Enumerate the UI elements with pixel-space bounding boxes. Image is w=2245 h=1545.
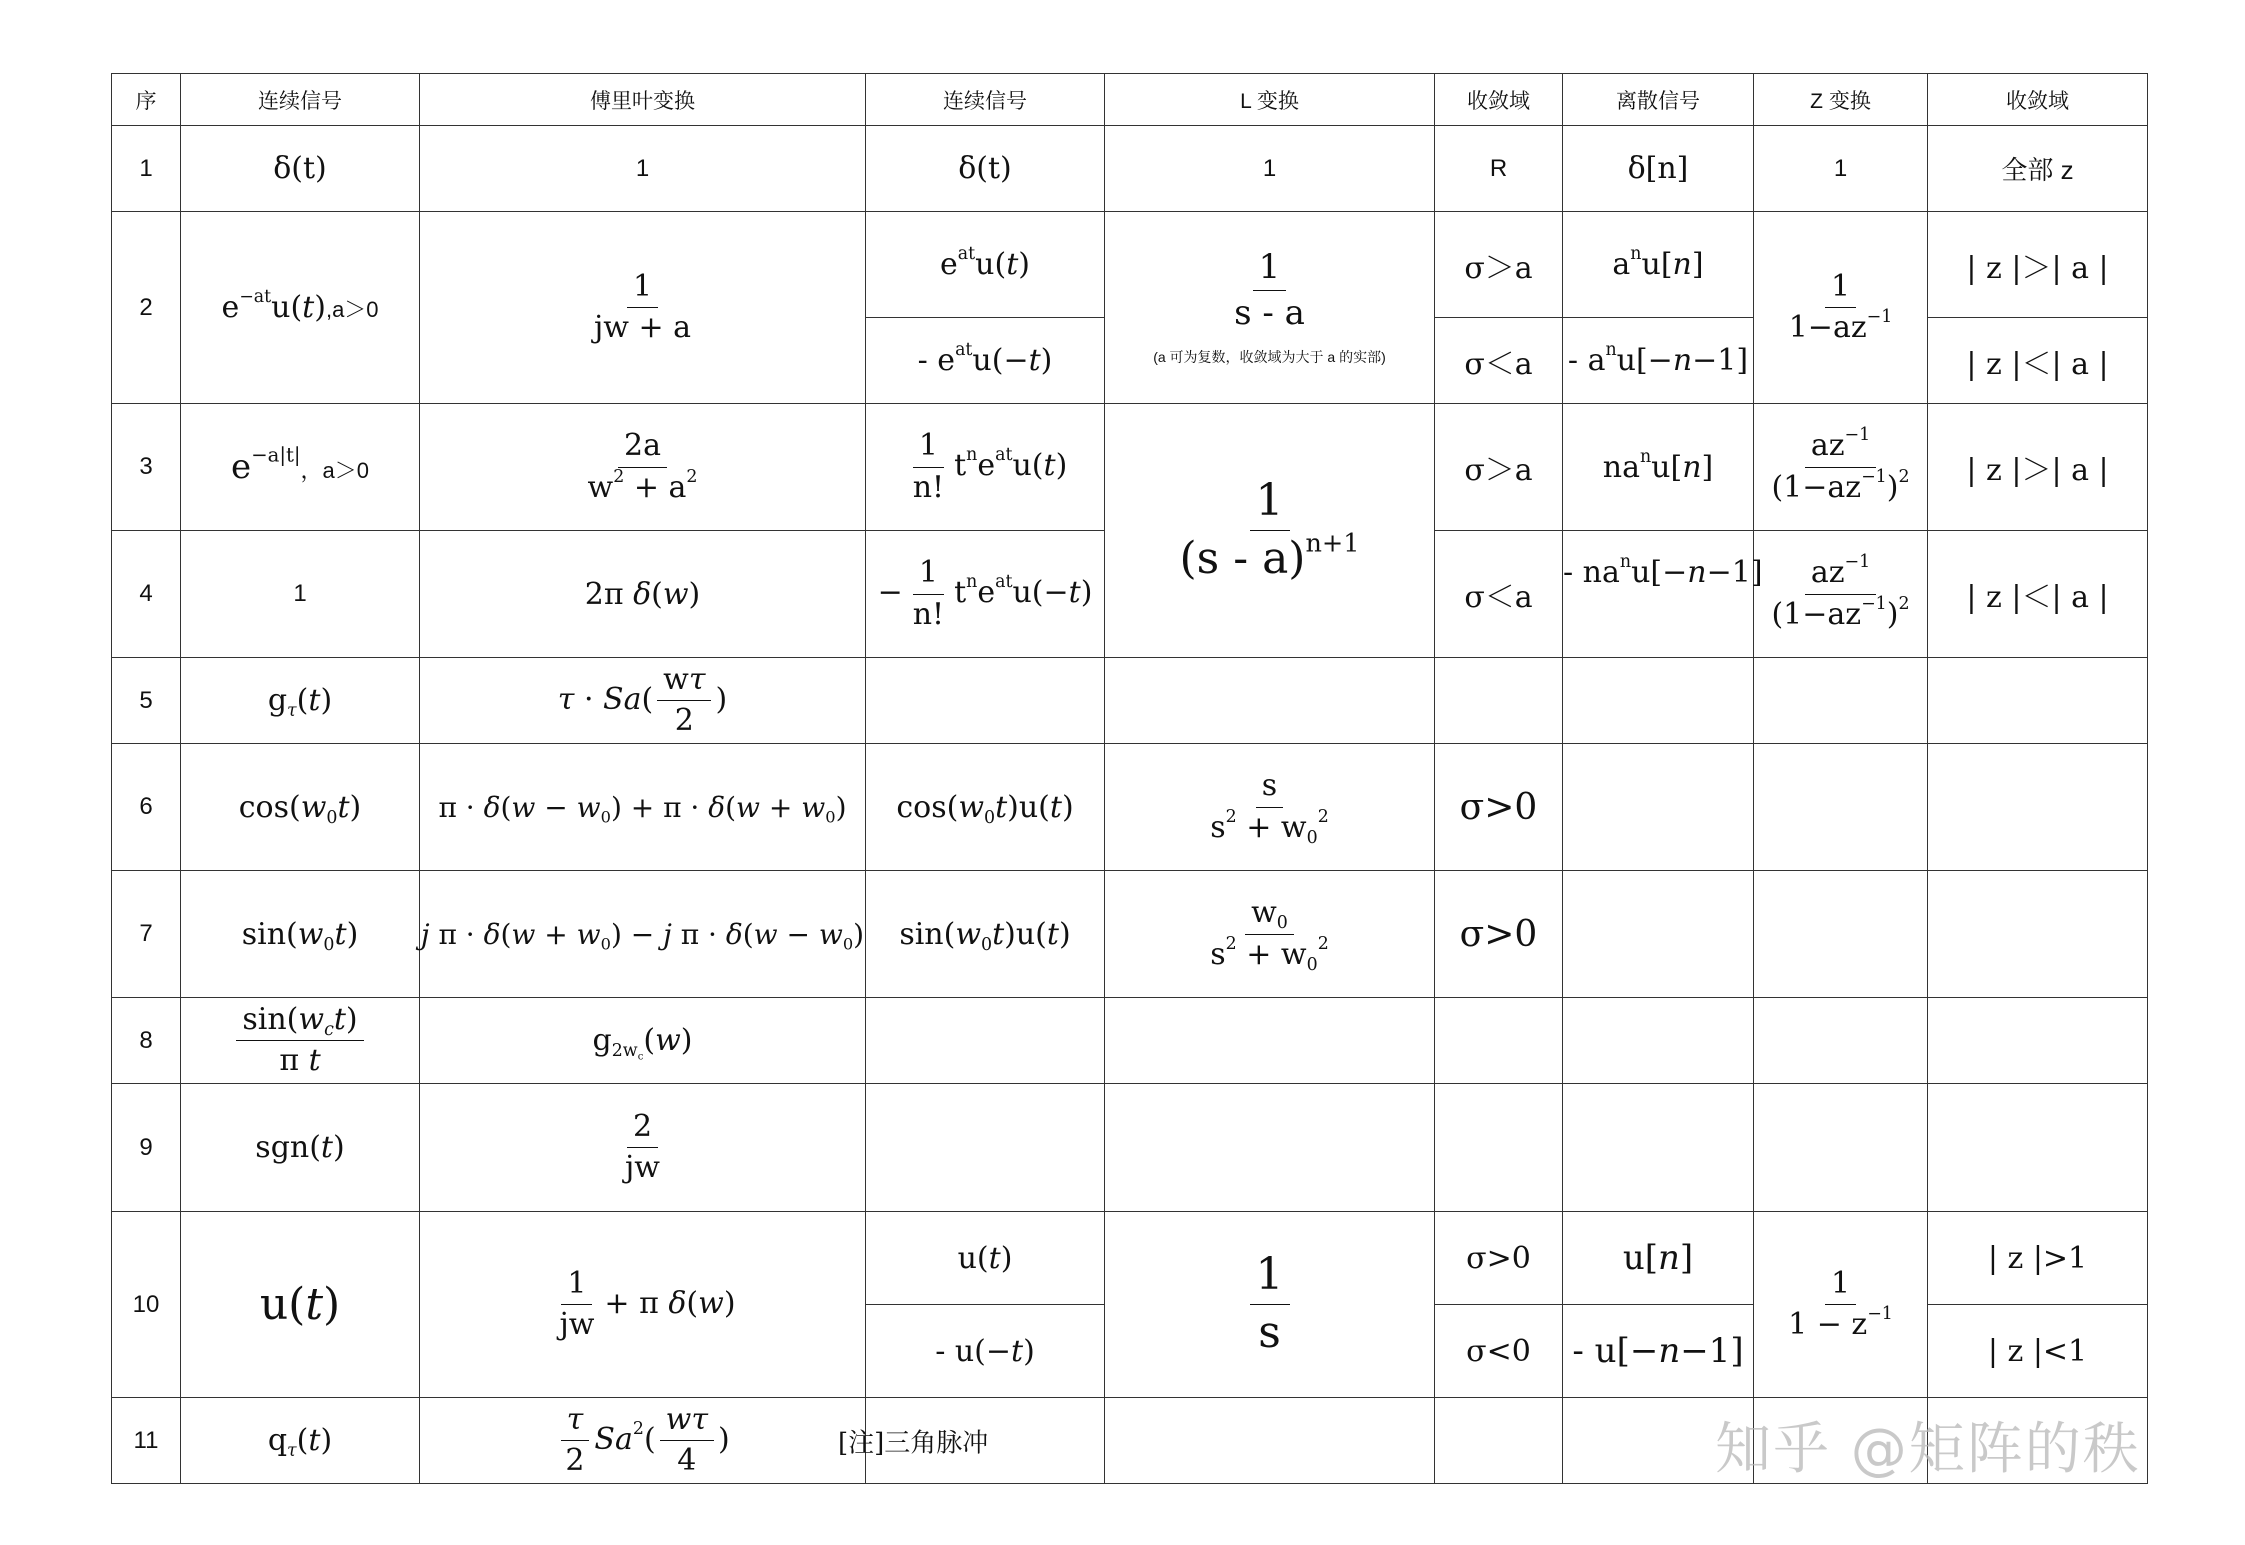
empty-cell xyxy=(1435,998,1563,1084)
watermark: 知乎 @矩阵的秩 xyxy=(1715,1417,2141,1482)
row-index: 8 xyxy=(112,998,181,1084)
header-z-roc: 收敛域 xyxy=(1928,74,2148,126)
triangle-pulse-note: [注]三角脉冲 xyxy=(838,1428,989,1458)
table-row xyxy=(112,126,2148,212)
empty-cell xyxy=(1563,744,1754,871)
laplace-cell: $\frac{1}{(s - a)^{n+1}}$ xyxy=(1105,404,1435,658)
laplace-signal-cell: - $e^{at}u(-t)$ xyxy=(866,318,1105,404)
signal-cell: $\frac{\sin(w_ct)}{\text{π t}}$ xyxy=(181,998,420,1084)
roc-cell: R xyxy=(1435,126,1563,212)
roc-cell: σ＞a xyxy=(1435,212,1563,318)
condition-text: ,a＞0 xyxy=(325,297,379,322)
header-row xyxy=(112,74,2148,126)
signal-cell: u(t) xyxy=(181,1212,420,1398)
fourier-cell: 2π δ(w) xyxy=(420,531,866,658)
laplace-signal-cell: $e^{at}u(t)$ xyxy=(866,212,1105,318)
table-row xyxy=(112,1212,2148,1305)
fourier-cell: 1 xyxy=(420,126,866,212)
empty-cell xyxy=(1928,1084,2148,1212)
empty-cell xyxy=(1754,658,1928,744)
discrete-signal-cell: $na^nu[n]$ xyxy=(1563,404,1754,531)
header-fourier-transform: 傅里叶变换 xyxy=(420,74,866,126)
roc-cell: σ＜a xyxy=(1435,318,1563,404)
z-roc-cell: | z |<1 xyxy=(1928,1305,2148,1398)
row-index: 6 xyxy=(112,744,181,871)
header-index: 序 xyxy=(112,74,181,126)
discrete-signal-cell: - $a^nu[-n-1]$ xyxy=(1563,318,1754,404)
roc-cell: σ>0 xyxy=(1435,1212,1563,1305)
header-continuous-signal-2: 连续信号 xyxy=(866,74,1105,126)
laplace-signal-cell: u(t) xyxy=(866,1212,1105,1305)
laplace-note: (a 可为复数，收敛域为大于 a 的实部) xyxy=(1153,349,1386,366)
empty-cell xyxy=(866,658,1105,744)
signal-cell: $\sin(w_0t)$ xyxy=(181,871,420,998)
z-transform-cell: 1 xyxy=(1754,126,1928,212)
table-row xyxy=(112,998,2148,1084)
signal-cell: δ(t) xyxy=(181,126,420,212)
empty-cell xyxy=(1563,658,1754,744)
fourier-cell: $\frac{2}{jw}$ xyxy=(420,1084,866,1212)
empty-cell xyxy=(1928,998,2148,1084)
empty-cell xyxy=(1435,1084,1563,1212)
signal-cell: 1 xyxy=(181,531,420,658)
empty-cell xyxy=(1105,1398,1435,1484)
fourier-cell: $\frac{1}{jw + a}$ xyxy=(420,212,866,404)
signal-cell: $\cos(w_0t)$ xyxy=(181,744,420,871)
roc-cell: σ＜a xyxy=(1435,531,1563,658)
empty-cell xyxy=(1105,1084,1435,1212)
fourier-cell: $\frac{2a}{w^2 + a^2}$ xyxy=(420,404,866,531)
empty-cell xyxy=(1754,871,1928,998)
transform-table xyxy=(111,73,2148,1484)
header-z-transform: Z 变换 xyxy=(1754,74,1928,126)
table-row xyxy=(112,1084,2148,1212)
empty-cell xyxy=(1435,1398,1563,1484)
header-roc: 收敛域 xyxy=(1435,74,1563,126)
empty-cell xyxy=(1105,998,1435,1084)
z-transform-cell: $\frac{1}{1-az^{-1}}$ xyxy=(1754,212,1928,404)
z-roc-cell: | z |＞| a | xyxy=(1928,212,2148,318)
row-index: 11 xyxy=(112,1398,181,1484)
empty-cell xyxy=(1105,658,1435,744)
row-index: 1 xyxy=(112,126,181,212)
laplace-signal-cell: - u(−t) xyxy=(866,1305,1105,1398)
empty-cell xyxy=(866,998,1105,1084)
table-row xyxy=(112,212,2148,318)
laplace-signal-cell: $\sin(w_0t)u(t)$ xyxy=(866,871,1105,998)
row-index: 9 xyxy=(112,1084,181,1212)
laplace-signal-cell: − $\frac{1}{n!}$ $t^ne^{at}u(-t)$ xyxy=(866,531,1105,658)
discrete-signal-cell: - u[−n−1] xyxy=(1563,1305,1754,1398)
discrete-signal-cell: δ[n] xyxy=(1563,126,1754,212)
z-transform-cell: $\frac{1}{1 - z^{-1}}$ xyxy=(1754,1212,1928,1398)
header-discrete-signal: 离散信号 xyxy=(1563,74,1754,126)
empty-cell xyxy=(1928,658,2148,744)
signal-cell: $g_\tau(t)$ xyxy=(181,658,420,744)
table-row xyxy=(112,871,2148,998)
fourier-cell: j $\pi \cdot \delta(w + w_0) - j$ $\pi \cdot \delta(w - w_0)$ xyxy=(420,871,866,998)
empty-cell xyxy=(1563,998,1754,1084)
empty-cell xyxy=(1563,871,1754,998)
discrete-signal-cell: - $na^nu[-n-1]$ xyxy=(1563,531,1754,658)
row-index: 5 xyxy=(112,658,181,744)
row-index: 2 xyxy=(112,212,181,404)
fourier-cell: $g_{2w_c}(w)$ xyxy=(420,998,866,1084)
empty-cell xyxy=(866,1084,1105,1212)
note-cell xyxy=(838,1398,1105,1484)
empty-cell xyxy=(1754,744,1928,871)
table-row xyxy=(112,744,2148,871)
empty-cell xyxy=(1928,744,2148,871)
z-transform-cell: $\frac{az^{-1}}{(1-az^{-1})^2}$ xyxy=(1754,531,1928,658)
signal-cell: $e^{-at}u(t),a>0$ xyxy=(181,212,420,404)
empty-cell xyxy=(1928,871,2148,998)
condition-text: ，a＞0 xyxy=(300,458,370,483)
roc-cell: σ＞a xyxy=(1435,404,1563,531)
header-laplace-transform: L 变换 xyxy=(1105,74,1435,126)
table-row xyxy=(112,404,2148,531)
fourier-cell: τ · Sa( $\frac{w\tau}{2}$ ) xyxy=(420,658,866,744)
laplace-cell: $\frac{1}{s - a}$ (a 可为复数，收敛域为大于 a 的实部) xyxy=(1105,212,1435,404)
empty-cell xyxy=(1754,998,1928,1084)
row-index: 4 xyxy=(112,531,181,658)
fourier-cell: $\frac{1}{jw}$ + π δ(w) xyxy=(420,1212,866,1398)
roc-cell: σ>0 xyxy=(1435,744,1563,871)
laplace-signal-cell: δ(t) xyxy=(866,126,1105,212)
row-index: 3 xyxy=(112,404,181,531)
z-roc-cell: | z |＜| a | xyxy=(1928,318,2148,404)
table-row xyxy=(112,658,2148,744)
z-transform-cell: $\frac{az^{-1}}{(1-az^{-1})^2}$ xyxy=(1754,404,1928,531)
empty-cell xyxy=(1435,658,1563,744)
laplace-cell: $\frac{1}{s}$ xyxy=(1105,1212,1435,1398)
row-index: 7 xyxy=(112,871,181,998)
signal-cell: sgn(t) xyxy=(181,1084,420,1212)
empty-cell xyxy=(1563,1084,1754,1212)
laplace-cell: 1 xyxy=(1105,126,1435,212)
roc-cell: σ>0 xyxy=(1435,871,1563,998)
empty-cell xyxy=(1754,1084,1928,1212)
z-roc-cell: | z |＜| a | xyxy=(1928,531,2148,658)
discrete-signal-cell: u[n] xyxy=(1563,1212,1754,1305)
fourier-cell: $\frac{\tau}{2}$ Sa$^2$( $\frac{w\tau}{4}$ ) xyxy=(420,1398,866,1484)
z-roc-cell: 全部 z xyxy=(1928,126,2148,212)
fourier-cell: $\pi \cdot \delta(w - w_0) + \pi \cdot \delta(w + w_0)$ xyxy=(420,744,866,871)
z-roc-cell: | z |＞| a | xyxy=(1928,404,2148,531)
discrete-signal-cell: $a^nu[n]$ xyxy=(1563,212,1754,318)
z-roc-cell: | z |>1 xyxy=(1928,1212,2148,1305)
signal-cell: $q_\tau(t)$ xyxy=(181,1398,420,1484)
header-continuous-signal: 连续信号 xyxy=(181,74,420,126)
roc-cell: σ<0 xyxy=(1435,1305,1563,1398)
laplace-signal-cell: $\cos(w_0t)u(t)$ xyxy=(866,744,1105,871)
laplace-signal-cell: $\frac{1}{n!}$ $t^ne^{at}u(t)$ xyxy=(866,404,1105,531)
row-index: 10 xyxy=(112,1212,181,1398)
laplace-cell: $\frac{s}{s^2 + w_0^2}$ xyxy=(1105,744,1435,871)
signal-cell: $e^{-a|t|}$，a＞0 xyxy=(181,404,420,531)
laplace-cell: $\frac{w_0}{s^2 + w_0^2}$ xyxy=(1105,871,1435,998)
